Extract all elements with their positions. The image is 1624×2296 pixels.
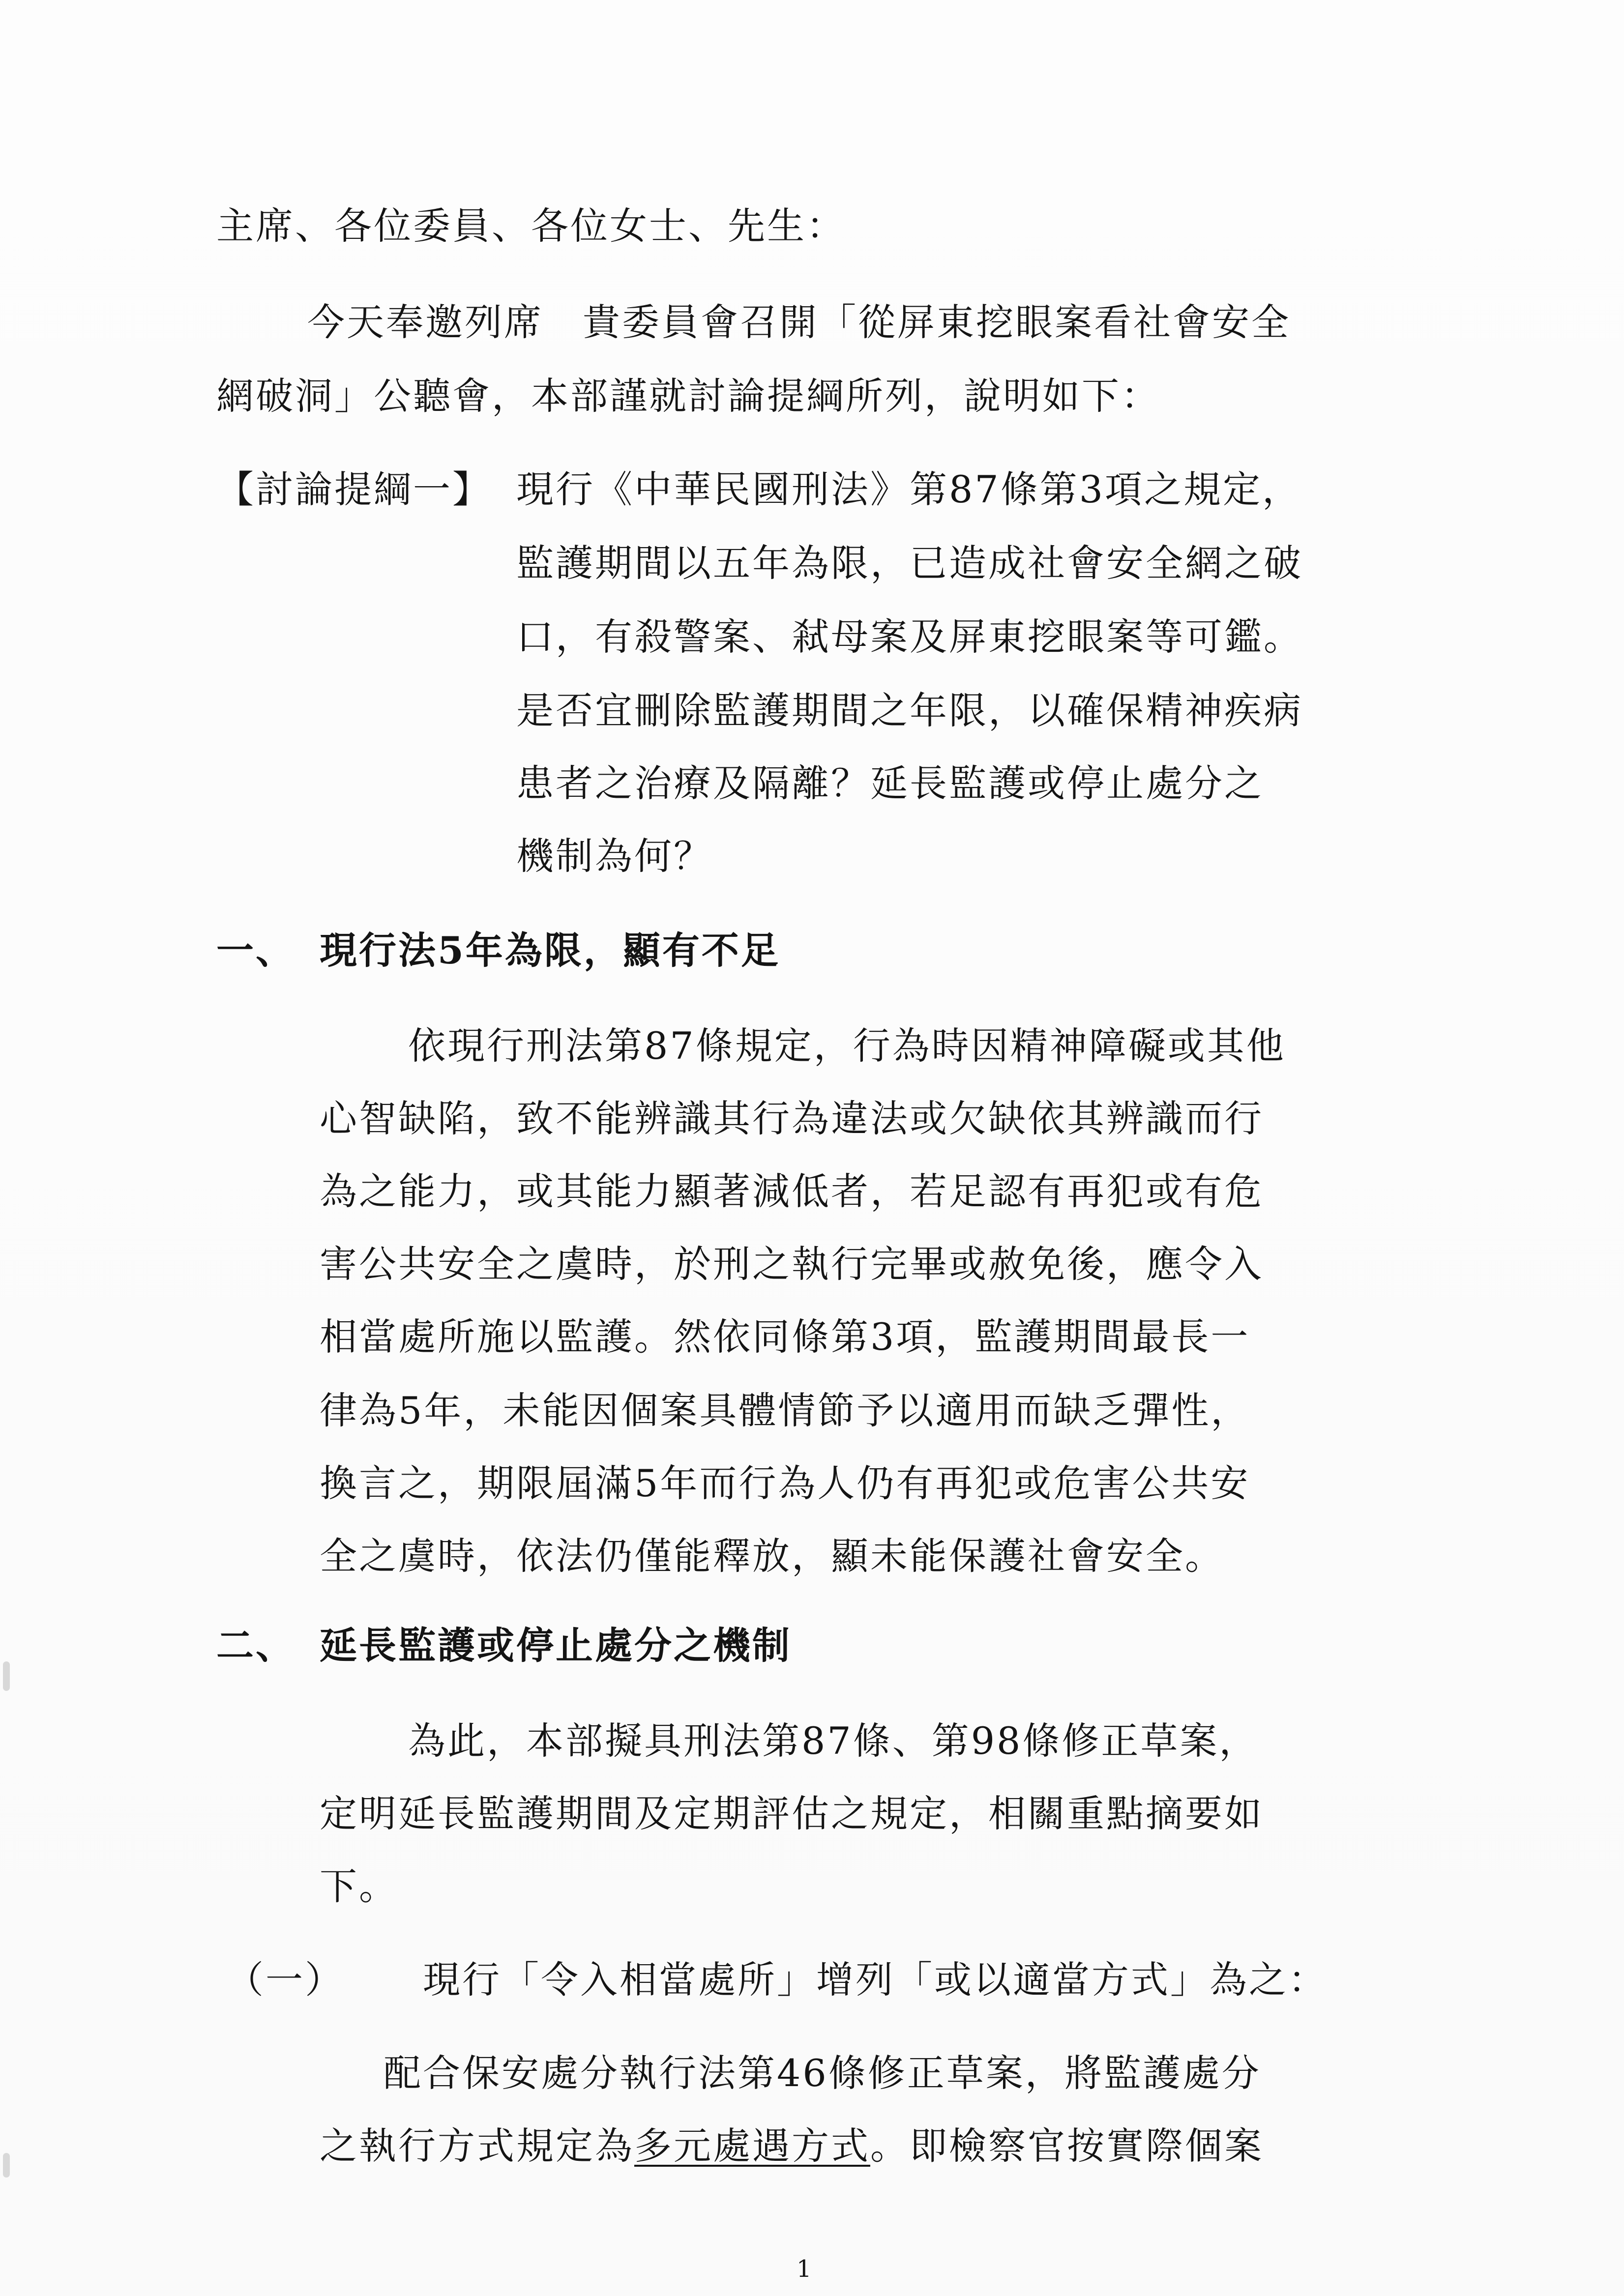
- section-2-body-line: 為此，本部擬具刑法第87條、第98條修正草案，: [408, 1719, 1259, 1763]
- subsection-1-title: 現行「令入相當處所」增列「或以適當方式」為之：: [423, 1958, 1328, 2002]
- section-1-body-line: 律為5年，未能因個案具體情節予以適用而缺乏彈性，: [320, 1389, 1250, 1432]
- topic-line: 患者之治療及隔離？延長監護或停止處分之: [516, 761, 1264, 805]
- section-2-body-line: 下。: [320, 1864, 398, 1908]
- section-2-number: 二、: [216, 1624, 295, 1667]
- section-2-title: 延長監護或停止處分之機制: [320, 1624, 792, 1667]
- section-1-title: 現行法5年為限，顯有不足: [320, 929, 780, 972]
- intro-line-2: 網破洞」公聽會，本部謹就討論提綱所列，說明如下：: [216, 374, 1160, 418]
- subsection-1-body-line: 配合保安處分執行法第46條修正草案，將監護處分: [384, 2051, 1261, 2095]
- topic-line: 監護期間以五年為限，已造成社會安全網之破: [516, 541, 1303, 585]
- topic-line: 現行《中華民國刑法》第87條第3項之規定，: [516, 467, 1302, 511]
- section-2-body-line: 定明延長監護期間及定期評估之規定，相關重點摘要如: [320, 1792, 1264, 1835]
- hole-punch-mark: [3, 2153, 10, 2178]
- section-1-body-line: 依現行刑法第87條規定，行為時因精神障礙或其他: [408, 1024, 1286, 1068]
- section-1-body-line: 全之虞時，依法仍僅能釋放，顯未能保護社會安全。: [320, 1534, 1224, 1578]
- section-1-body-line: 為之能力，或其能力顯著減低者，若足認有再犯或有危: [320, 1169, 1264, 1213]
- section-1-body-line: 害公共安全之虞時，於刑之執行完畢或赦免後，應令入: [320, 1242, 1264, 1286]
- topic-line: 口，有殺警案、弒母案及屏東挖眼案等可鑑。: [516, 615, 1303, 659]
- underlined-term: 多元處遇方式: [634, 2124, 870, 2168]
- topic-line: 機制為何？: [516, 834, 713, 878]
- section-1-body-line: 換言之，期限屆滿5年而行為人仍有再犯或危害公共安: [320, 1461, 1250, 1505]
- section-1-body-line: 相當處所施以監護。然依同條第3項，監護期間最長一: [320, 1315, 1250, 1359]
- section-1-body-line: 心智缺陷，致不能辨識其行為違法或欠缺依其辨識而行: [320, 1097, 1264, 1140]
- subsection-1-body-line: [320, 2122, 1264, 2170]
- hole-punch-mark: [3, 1661, 10, 1691]
- section-1-number: 一、: [216, 929, 295, 972]
- salutation: 主席、各位委員、各位女士、先生：: [216, 204, 846, 248]
- subsection-1-number: （一）: [226, 1958, 344, 2002]
- topic-line: 是否宜刪除監護期間之年限，以確保精神疾病: [516, 689, 1303, 732]
- topic-label: 【討論提綱一】: [216, 467, 492, 511]
- page-number: 1: [797, 2255, 812, 2283]
- subsection-1-line-2-prefix: 之執行方式規定為: [320, 2124, 634, 2168]
- subsection-1-line-2-suffix: 。即檢察官按實際個案: [870, 2124, 1264, 2168]
- intro-line-1: 今天奉邀列席 貴委員會召開「從屏東挖眼案看社會安全: [307, 300, 1291, 344]
